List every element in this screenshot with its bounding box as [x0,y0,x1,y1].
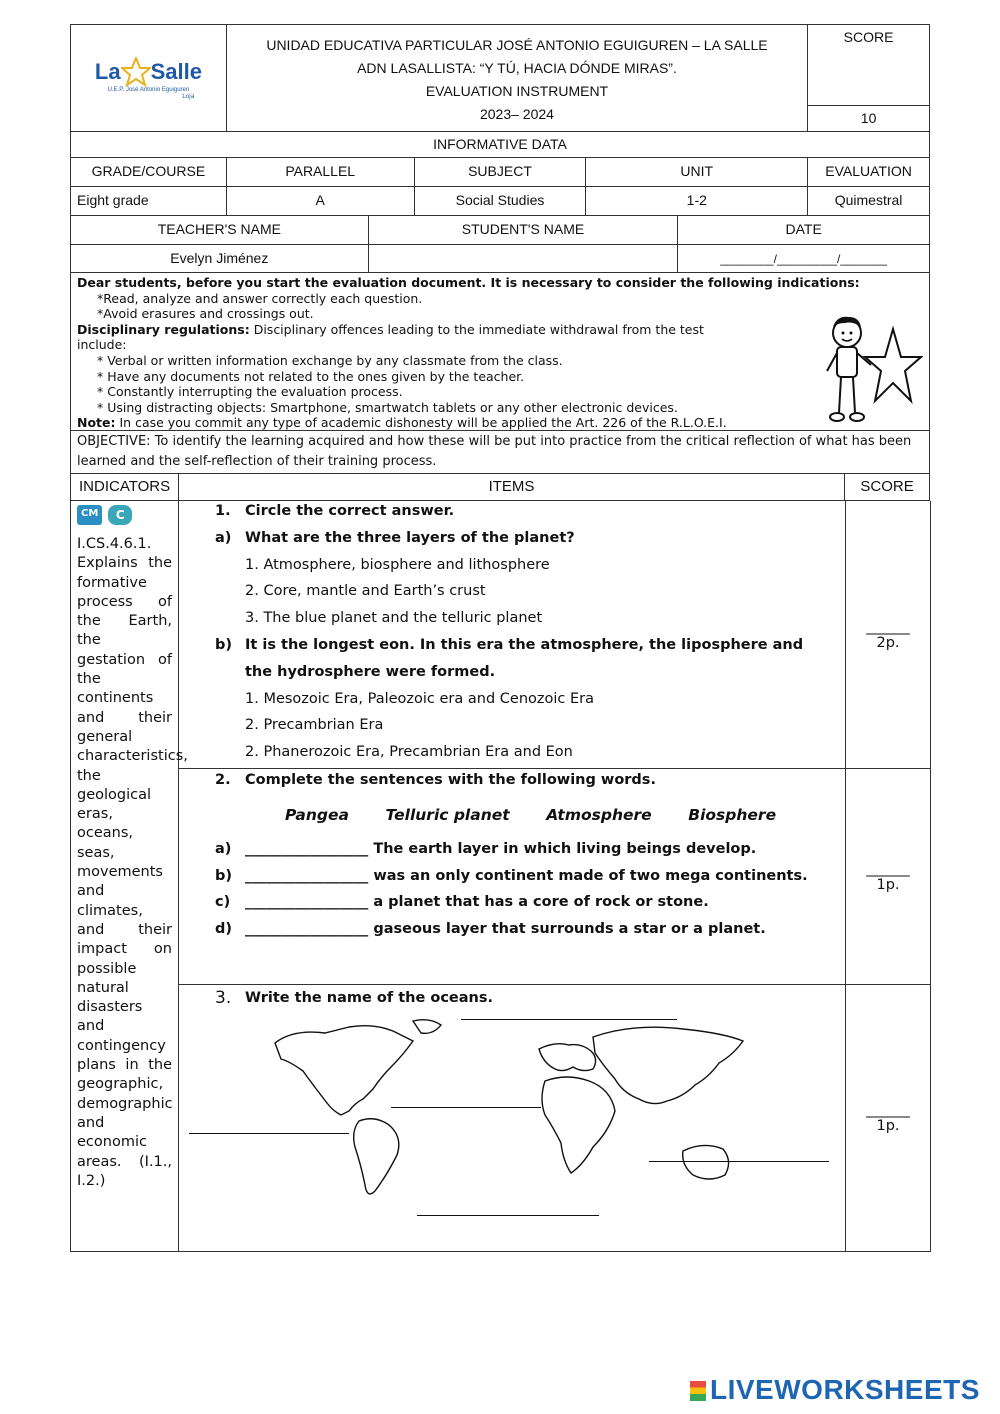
africa-shape [542,1077,615,1173]
liveworksheets-logo-icon [690,1381,706,1401]
school-logo: La Salle U.E.P. José Antonio Eguiguren Loja [71,25,227,132]
c-badge-icon: C [108,505,132,525]
greenland-shape [413,1020,441,1034]
info-values-row [70,187,930,216]
teacher-name: Evelyn Jiménez [71,245,369,273]
indicator-text: I.CS.4.6.1. Explains the formative process of the Earth, the gestation of the continents and their general characteristics, the geological eras, oceans, seas, movements and climates, and their impact on possible natural disasters and contingency plans in the geographic, demographic and economic areas. (I.1., I.2.) [77,536,188,1189]
q3-score: ______ 1p. [846,985,931,1252]
north-america-shape [275,1026,413,1115]
liveworksheets-logo: LIVEWORKSHEETS [690,1374,980,1406]
instructions: Dear students, before you start the evaluation document. It is necessary to consider the following indications: *Read, analyze and answer correctly each question. *Avoid erasures and crossings out. Disciplinary regulations: Disciplinary offences leading to the immediate withdrawal from the test include: * Verbal or written information exchange by any classmate from the class. * Have any documents not related to the ones given by the teacher. * Constantly interrupting the evaluation process. * Using distracting objects: Smartphone, smartwatch tablets or any other electronic devices. Note: In case you commit any type of academic dishonesty will be applied the Art. 226 of the R.L.O.E.I. [71,273,930,431]
items-and-scores [179,501,931,1252]
school-years: 2023– 2024 [479,106,554,122]
q1b-option-3[interactable]: 2. Phanerozoic Era, Precambrian Era and Eon [245,744,573,761]
q2-item-c: c) _________________ a planet that has a core of rock or stone. [215,889,845,916]
student-name-field[interactable] [369,245,679,273]
header-titles [227,25,808,132]
question-1: 1. Circle the correct answer. a) What are the three layers of the planet? 1. Atmosphere, biosphere and lithosphere 2. Core, mantle and Earth’s crust 3. The blue planet and the telluric planet b) It is the longest eon. In this era the atmosphere, the liposphere and the hydrosphere were formed. 1. Mesozoic Era, Paleozoic era and Cenozoic Era 2. Precambrian Era 2. Phanerozoic Era, Precambrian Era and Eon ______ 2p. [179,501,931,769]
ocean-answer-line-5[interactable] [417,1215,599,1216]
grade-value: Eight grade [71,187,227,216]
names-header-row: TEACHER'S NAME STUDENT'S NAME DATE [70,216,930,245]
q1a-option-3[interactable]: 3. The blue planet and the telluric planet [245,610,543,627]
south-america-shape [354,1119,399,1194]
motto: ADN LASALLISTA: “Y TÚ, HACIA DÓNDE MIRAS”. [357,60,677,76]
cartoon-boy-with-star-icon [823,309,923,427]
indicator-column [71,501,188,1252]
score-box [808,25,930,132]
q1b-option-1[interactable]: 1. Mesozoic Era, Paleozoic era and Cenozoic Era [245,690,594,707]
q1-score: ______ 2p. [846,501,931,769]
instructions-row [70,273,930,431]
objective-row [70,431,930,474]
q2b-blank[interactable]: _________________ [245,867,369,884]
subject-value: Social Studies [415,187,587,216]
europe-shape [539,1044,596,1071]
school-name: UNIDAD EDUCATIVA PARTICULAR JOSÉ ANTONIO EGUIGUREN – LA SALLE [266,37,768,53]
names-values-row [70,245,930,273]
items-body [70,501,930,1252]
info-title-row: INFORMATIVE DATA [70,132,930,158]
evaluation-value: Quimestral [808,187,930,216]
evaluation-sheet [70,24,930,1252]
ocean-answer-line-1[interactable] [461,1019,677,1020]
q1a-option-2[interactable]: 2. Core, mantle and Earth’s crust [245,583,486,600]
q1b-option-2[interactable]: 2. Precambrian Era [245,717,384,734]
header-row [70,24,930,132]
ocean-answer-line-3[interactable] [189,1133,349,1134]
cm-badge-icon: CM [77,505,102,525]
question-2: 2. Complete the sentences with the following words. Pangea Telluric planet Atmosphere Biosphere a) _________________ The earth layer in which living beings develop. b) _________________ was an only continent made of two mega continents. c) _________________ a planet that has a core of rock or stone. d) _________________ gaseous layer that surrounds a star or a planet. ______ 1p. [179,769,931,985]
q1a-option-1[interactable]: 1. Atmosphere, biosphere and lithosphere [245,556,550,573]
ocean-answer-line-2[interactable] [391,1107,541,1108]
date-field[interactable]: ________/_________/_______ [678,245,930,273]
unit-value: 1-2 [586,187,808,216]
ocean-answer-line-4[interactable] [649,1161,829,1162]
q2-item-d: d) _________________ gaseous layer that surrounds a star or a planet. [215,916,845,943]
q2-item-a: a) _________________ The earth layer in which living beings develop. [215,836,845,863]
doc-type: EVALUATION INSTRUMENT [425,83,609,99]
q2-item-b: b) _________________ was an only continent made of two mega continents. [215,863,845,890]
world-map-icon [263,1015,763,1215]
objective: OBJECTIVE: To identify the learning acquired and how these will be put into practice from the critical reflection of what has been learned and the self-reflection of their training process. [71,431,930,474]
q2a-blank[interactable]: _________________ [245,840,369,857]
star-logo-icon [121,57,151,87]
score-label: SCORE [808,25,930,106]
q2c-blank[interactable]: _________________ [245,894,369,911]
asia-shape [593,1027,743,1103]
info-header-row: GRADE/COURSE PARALLEL SUBJECT UNIT EVALUATION [70,158,930,187]
question-3: 3. Write the name of the oceans. ______ 1p. [179,985,931,1252]
q2d-blank[interactable]: _________________ [245,921,369,938]
items-header-row: INDICATORS ITEMS SCORE [70,474,930,501]
word-bank: Pangea Telluric planet Atmosphere Biosphere [285,805,777,824]
q2-score: ______ 1p. [846,769,931,985]
parallel-value: A [227,187,415,216]
score-value: 10 [808,106,930,132]
australia-shape [683,1145,729,1179]
